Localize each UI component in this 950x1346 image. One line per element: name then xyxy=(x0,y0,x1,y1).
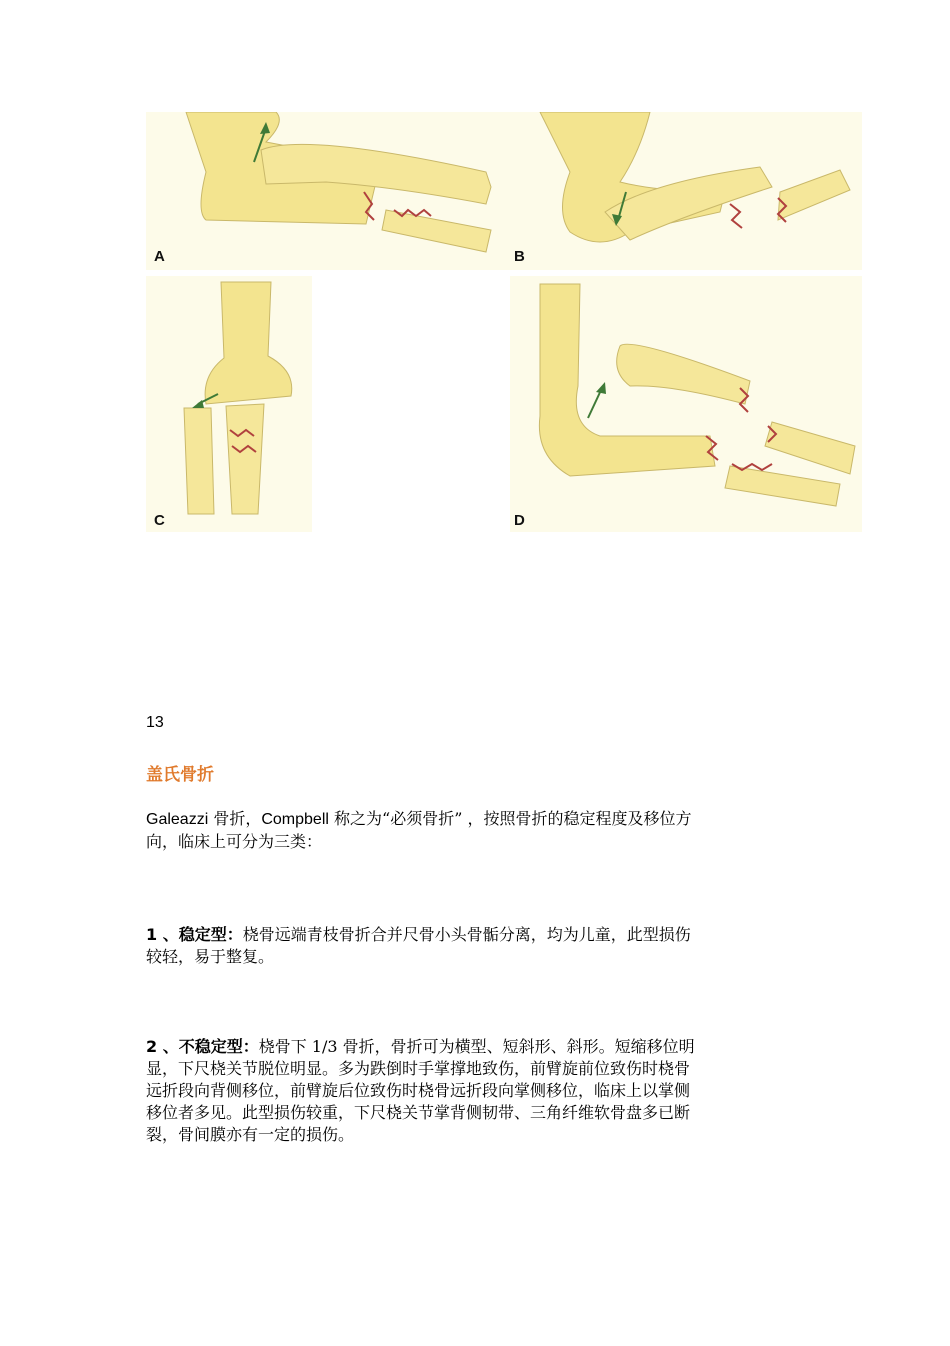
type-1-text-1: 桡骨远端青枝骨折合并尺骨小头骨骺分离，均为儿童，此型损伤 xyxy=(242,925,691,944)
type-1-label: 1 、稳定型： xyxy=(146,925,243,944)
panel-label-c: C xyxy=(154,512,165,529)
type-2-text-1: 桡骨下 1/3 骨折，骨折可为横型、短斜形、斜形。短缩移位明 xyxy=(258,1037,695,1056)
section-heading: 盖氏骨折 xyxy=(146,765,214,785)
type-2-line-4: 移位者多见。此型损伤较重，下尺桡关节掌背侧韧带、三角纤维软骨盘多已断 xyxy=(146,1103,691,1122)
page-number: 13 xyxy=(146,714,164,731)
type-2-label: 2 、不稳定型： xyxy=(146,1037,259,1056)
intro-line-2: 向，临床上可分为三类： xyxy=(146,832,323,851)
type-1-paragraph xyxy=(146,924,806,968)
fracture-diagram-b xyxy=(510,112,862,270)
panel-label-d: D xyxy=(514,512,525,529)
type-1-line-1 xyxy=(146,924,806,946)
type-2-line-2: 显，下尺桡关节脱位明显。多为跌倒时手掌撑地致伤，前臂旋前位致伤时桡骨 xyxy=(146,1059,691,1078)
fracture-diagram-c xyxy=(146,276,312,532)
panel-label-a: A xyxy=(154,248,165,265)
intro-paragraph xyxy=(146,808,806,853)
type-2-line-1 xyxy=(146,1036,806,1058)
panel-label-b: B xyxy=(514,248,525,265)
type-2-paragraph xyxy=(146,1036,806,1146)
fracture-diagram-a xyxy=(146,112,514,270)
intro-text-2: 称之为“必须骨折” ，按照骨折的稳定程度及移位方 xyxy=(328,809,692,828)
type-1-line-2: 较轻，易于整复。 xyxy=(146,947,275,966)
intro-text-1: 骨折， xyxy=(208,809,262,828)
intro-line-1 xyxy=(146,808,806,831)
fracture-diagram-d xyxy=(510,276,862,532)
type-2-line-3: 远折段向背侧移位，前臂旋后位致伤时桡骨远折段向掌侧移位，临床上以掌侧 xyxy=(146,1081,691,1100)
intro-latin-2: Compbell xyxy=(261,811,329,828)
type-2-line-5: 裂，骨间膜亦有一定的损伤。 xyxy=(146,1125,355,1144)
intro-latin-1: Galeazzi xyxy=(146,811,209,828)
